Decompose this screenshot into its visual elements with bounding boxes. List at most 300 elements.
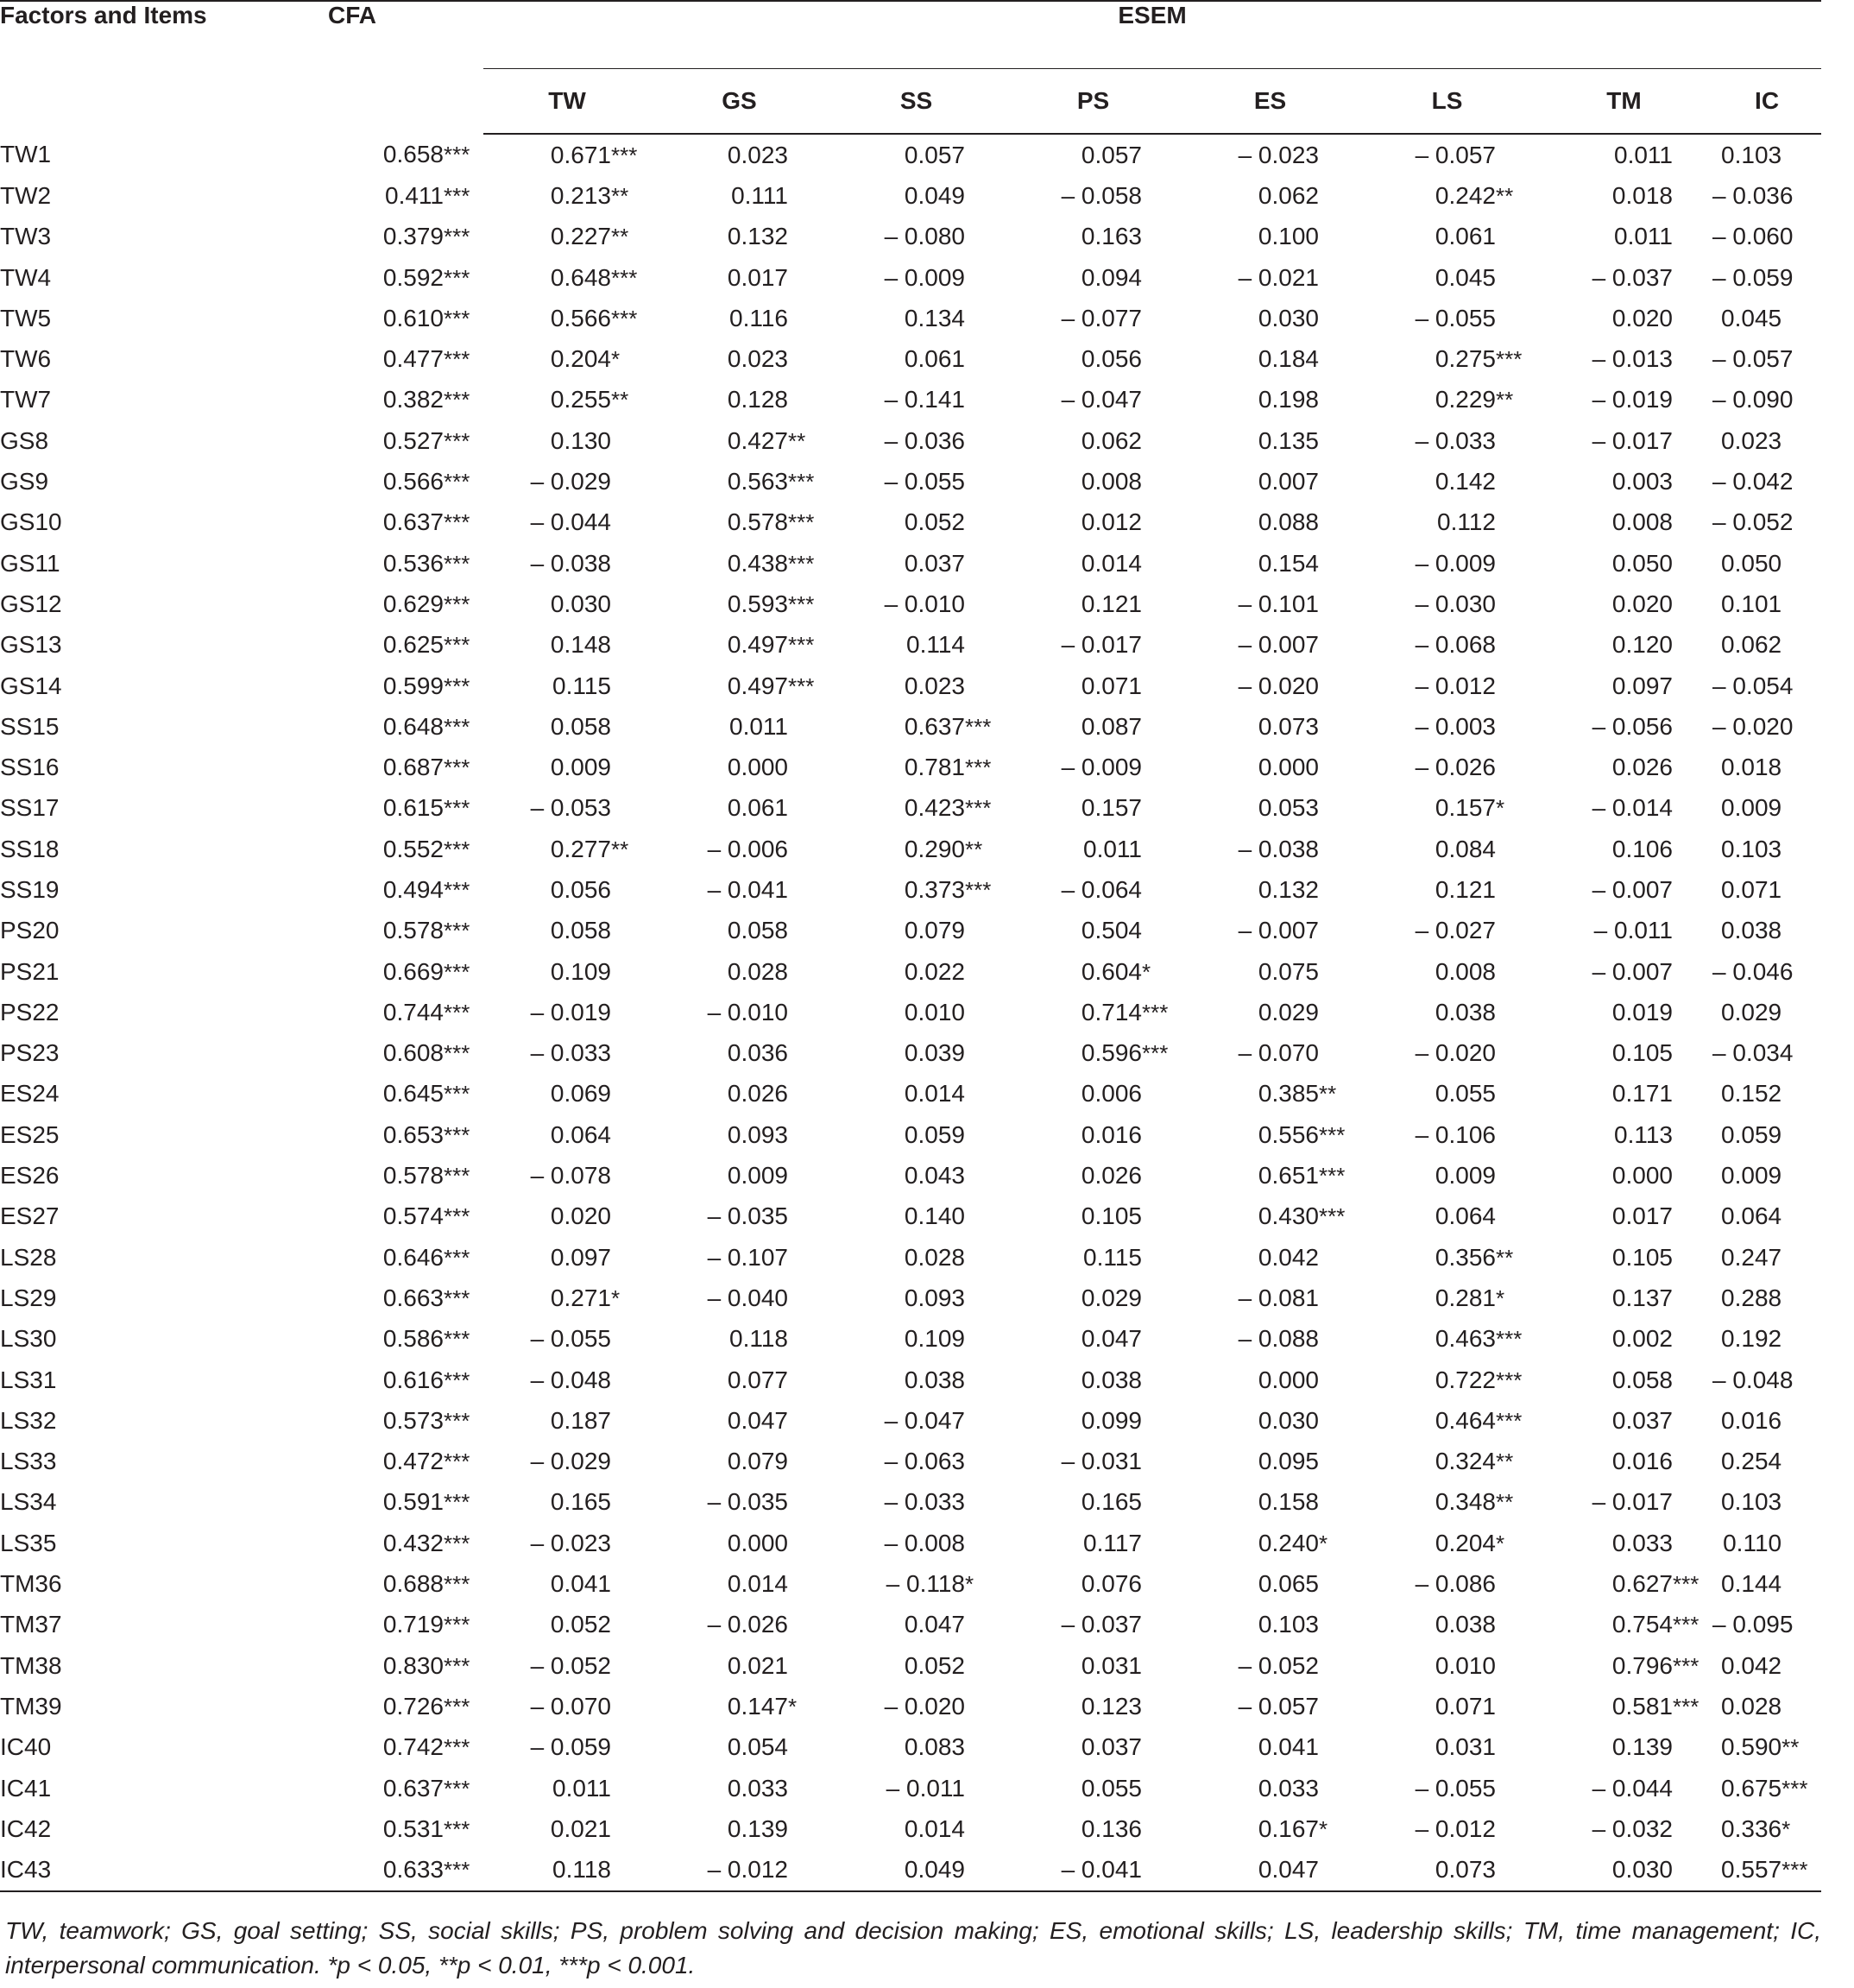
table-row xyxy=(0,829,1821,869)
loading-value: 0.348 xyxy=(1435,1488,1496,1516)
significance-stars: * xyxy=(611,1284,621,1311)
cfa-loading-cell xyxy=(328,1278,483,1318)
item-label: TM38 xyxy=(0,1651,62,1679)
esem-loading-cell-ls xyxy=(1359,992,1536,1032)
esem-loading-cell-tw xyxy=(483,1808,651,1849)
item-label: LS28 xyxy=(0,1243,57,1271)
loading-value: – 0.107 xyxy=(707,1243,788,1271)
cfa-loading-cell xyxy=(328,1482,483,1523)
cfa-loading-cell xyxy=(328,1808,483,1849)
esem-loading-cell-gs xyxy=(651,1196,828,1237)
esem-loading-cell-tm xyxy=(1536,1237,1712,1278)
loading-value: 0.008 xyxy=(1435,957,1496,985)
esem-loading-cell-ps xyxy=(1005,1155,1182,1196)
esem-loading-cell-ls xyxy=(1359,1727,1536,1768)
esem-loading-cell-tm xyxy=(1536,747,1712,787)
loading-value: – 0.034 xyxy=(1712,1039,1794,1067)
table-row xyxy=(0,1360,1821,1400)
significance-stars: *** xyxy=(444,1040,470,1067)
loading-value: 0.112 xyxy=(1437,508,1496,536)
loading-value: 0.187 xyxy=(550,1406,611,1434)
loading-value: – 0.019 xyxy=(1592,386,1673,413)
esem-loading-cell-es xyxy=(1182,298,1359,338)
loading-value: 0.018 xyxy=(1611,181,1673,209)
cfa-loading-cell xyxy=(328,1563,483,1604)
loading-value: 0.658 xyxy=(382,141,444,168)
esem-loading-cell-ic xyxy=(1712,461,1821,502)
significance-stars: * xyxy=(1319,1530,1328,1556)
item-label: SS17 xyxy=(0,794,60,822)
table-row xyxy=(0,1033,1821,1074)
loading-value: 0.030 xyxy=(1611,1856,1673,1884)
esem-loading-cell-ps xyxy=(1005,380,1182,420)
loading-value: 0.497 xyxy=(727,631,788,659)
esem-loading-cell-ic xyxy=(1712,1114,1821,1155)
item-label: SS18 xyxy=(0,835,60,862)
loading-value: 0.163 xyxy=(1081,223,1142,250)
cfa-loading-cell xyxy=(328,1237,483,1278)
esem-loading-cell-ic xyxy=(1712,1686,1821,1726)
loading-value: 0.023 xyxy=(1721,426,1782,454)
esem-loading-cell-ls xyxy=(1359,543,1536,584)
item-label: TW5 xyxy=(0,304,52,331)
significance-stars: ** xyxy=(965,836,983,862)
esem-loading-cell-gs xyxy=(651,1360,828,1400)
table-row xyxy=(0,1278,1821,1318)
loading-value: – 0.081 xyxy=(1238,1284,1319,1311)
table-row xyxy=(0,257,1821,298)
esem-loading-cell-tw xyxy=(483,1645,651,1686)
loading-value: 0.288 xyxy=(1721,1284,1782,1311)
esem-loading-cell-tw xyxy=(483,992,651,1032)
esem-loading-cell-ps xyxy=(1005,788,1182,829)
esem-loading-cell-ps xyxy=(1005,257,1182,298)
esem-loading-cell-tm xyxy=(1536,911,1712,951)
loading-value: 0.135 xyxy=(1258,426,1319,454)
esem-loading-cell-tm xyxy=(1536,706,1712,747)
esem-loading-cell-gs xyxy=(651,543,828,584)
loading-value: 0.000 xyxy=(1611,1162,1673,1190)
loading-value: 0.663 xyxy=(382,1284,444,1311)
loading-value: – 0.037 xyxy=(1061,1611,1142,1638)
loading-value: 0.011 xyxy=(552,1774,611,1802)
loading-value: 0.061 xyxy=(727,794,788,822)
loading-value: 0.026 xyxy=(1081,1162,1142,1190)
loading-value: 0.103 xyxy=(1258,1611,1319,1638)
esem-loading-cell-tm xyxy=(1536,869,1712,910)
esem-loading-cell-ss xyxy=(828,1237,1005,1278)
loading-value: 0.083 xyxy=(904,1733,965,1761)
significance-stars: *** xyxy=(1673,1612,1700,1638)
esem-loading-cell-ss xyxy=(828,911,1005,951)
esem-loading-cell-ss xyxy=(828,380,1005,420)
esem-loading-cell-ss xyxy=(828,951,1005,992)
esem-loading-cell-ss xyxy=(828,1360,1005,1400)
loading-value: – 0.064 xyxy=(1061,875,1142,903)
loading-value: 0.093 xyxy=(727,1120,788,1148)
esem-loading-cell-es xyxy=(1182,1237,1359,1278)
esem-loading-cell-ss xyxy=(828,1727,1005,1768)
esem-loading-cell-ic xyxy=(1712,1727,1821,1768)
esem-loading-cell-gs xyxy=(651,338,828,379)
loading-value: 0.134 xyxy=(904,304,965,331)
item-label: ES24 xyxy=(0,1080,60,1108)
loading-value: – 0.026 xyxy=(1415,754,1496,781)
esem-loading-cell-ls xyxy=(1359,1114,1536,1155)
loading-value: 0.121 xyxy=(1435,875,1496,903)
loading-value: 0.754 xyxy=(1611,1611,1673,1638)
loading-value: – 0.017 xyxy=(1592,1488,1673,1516)
cfa-loading-cell xyxy=(328,380,483,420)
loading-value: 0.038 xyxy=(1721,917,1782,944)
loading-value: 0.103 xyxy=(1721,1488,1782,1516)
item-label: TW2 xyxy=(0,181,52,209)
esem-loading-cell-tm xyxy=(1536,1768,1712,1808)
loading-value: 0.648 xyxy=(382,712,444,740)
table-row xyxy=(0,217,1821,257)
esem-loading-cell-tw xyxy=(483,625,651,666)
loading-value: 0.054 xyxy=(727,1733,788,1761)
loading-value: 0.065 xyxy=(1258,1570,1319,1598)
loading-value: 0.030 xyxy=(1258,1406,1319,1434)
esem-loading-cell-ls xyxy=(1359,1849,1536,1890)
esem-loading-cell-gs xyxy=(651,1033,828,1074)
cfa-loading-cell xyxy=(328,1686,483,1726)
esem-loading-cell-ps xyxy=(1005,175,1182,216)
esem-loading-cell-ic xyxy=(1712,584,1821,624)
esem-loading-cell-es xyxy=(1182,1523,1359,1563)
loading-value: 0.118 xyxy=(729,1325,788,1353)
significance-stars: *** xyxy=(965,876,992,903)
loading-value: 0.049 xyxy=(904,1856,965,1884)
esem-loading-cell-es xyxy=(1182,1727,1359,1768)
esem-loading-cell-ic xyxy=(1712,992,1821,1032)
loading-value: – 0.057 xyxy=(1415,141,1496,168)
esem-loading-cell-ls xyxy=(1359,1400,1536,1441)
cfa-loading-cell xyxy=(328,502,483,543)
esem-loading-cell-ic xyxy=(1712,175,1821,216)
cfa-loading-cell xyxy=(328,461,483,502)
esem-loading-cell-tm xyxy=(1536,1523,1712,1563)
loading-value: 0.016 xyxy=(1611,1448,1673,1475)
esem-loading-cell-tw xyxy=(483,1523,651,1563)
loading-value: 0.009 xyxy=(550,754,611,781)
loading-value: 0.088 xyxy=(1258,508,1319,536)
esem-column-header-tw: TW xyxy=(483,69,651,134)
significance-stars: * xyxy=(1142,958,1151,985)
loading-value: 0.229 xyxy=(1435,386,1496,413)
significance-stars: ** xyxy=(1496,1448,1514,1475)
cfa-loading-cell xyxy=(328,134,483,175)
loading-value: – 0.078 xyxy=(530,1162,611,1190)
esem-loading-cell-tm xyxy=(1536,175,1712,216)
table-row xyxy=(0,1442,1821,1482)
esem-loading-cell-gs xyxy=(651,1074,828,1114)
esem-loading-cell-es xyxy=(1182,1114,1359,1155)
esem-loading-cell-ls xyxy=(1359,1768,1536,1808)
loading-value: 0.154 xyxy=(1258,549,1319,577)
significance-stars: *** xyxy=(1673,1652,1700,1679)
loading-value: 0.058 xyxy=(550,712,611,740)
loading-value: 0.058 xyxy=(550,917,611,944)
esem-loading-cell-tw xyxy=(483,1360,651,1400)
loading-value: 0.629 xyxy=(382,590,444,617)
loading-value: – 0.020 xyxy=(1712,712,1794,740)
loading-value: 0.625 xyxy=(382,631,444,659)
loading-value: 0.254 xyxy=(1721,1448,1782,1475)
esem-loading-cell-tw xyxy=(483,1400,651,1441)
loading-value: – 0.029 xyxy=(530,1448,611,1475)
esem-column-header-ic: IC xyxy=(1712,69,1821,134)
cfa-loading-cell xyxy=(328,829,483,869)
loading-value: 0.531 xyxy=(382,1814,444,1842)
esem-loading-cell-gs xyxy=(651,747,828,787)
esem-loading-cell-ss xyxy=(828,1033,1005,1074)
table-row xyxy=(0,1768,1821,1808)
loading-value: 0.578 xyxy=(382,1162,444,1190)
significance-stars: *** xyxy=(444,427,470,454)
loading-value: 0.117 xyxy=(1083,1529,1142,1556)
significance-stars: * xyxy=(1496,1284,1505,1311)
factors-items-header: Factors and Items xyxy=(0,1,328,134)
loading-value: 0.052 xyxy=(904,508,965,536)
esem-loading-cell-ss xyxy=(828,1074,1005,1114)
esem-loading-cell-ps xyxy=(1005,1237,1182,1278)
esem-loading-cell-ic xyxy=(1712,911,1821,951)
loading-value: – 0.106 xyxy=(1415,1120,1496,1148)
table-row xyxy=(0,1686,1821,1726)
item-label: PS21 xyxy=(0,957,60,985)
table-row xyxy=(0,666,1821,706)
loading-value: – 0.048 xyxy=(530,1366,611,1393)
esem-column-header-ls: LS xyxy=(1359,69,1536,134)
loading-value: 0.167 xyxy=(1258,1814,1319,1842)
significance-stars: ** xyxy=(611,224,629,250)
item-label: SS19 xyxy=(0,875,60,903)
table-row xyxy=(0,788,1821,829)
loading-value: 0.000 xyxy=(1258,754,1319,781)
esem-loading-cell-ls xyxy=(1359,380,1536,420)
significance-stars: *** xyxy=(444,182,470,209)
esem-loading-cell-ic xyxy=(1712,869,1821,910)
loading-value: – 0.003 xyxy=(1415,712,1496,740)
esem-loading-cell-gs xyxy=(651,1645,828,1686)
loading-value: 0.037 xyxy=(904,549,965,577)
esem-loading-cell-ps xyxy=(1005,1849,1182,1890)
esem-loading-cell-ic xyxy=(1712,1563,1821,1604)
esem-loading-cell-es xyxy=(1182,1605,1359,1645)
loading-value: – 0.055 xyxy=(1415,1774,1496,1802)
significance-stars: ** xyxy=(1781,1734,1800,1761)
significance-stars: *** xyxy=(444,224,470,250)
loading-value: 0.042 xyxy=(1258,1243,1319,1271)
loading-value: 0.071 xyxy=(1721,875,1782,903)
esem-loading-cell-ic xyxy=(1712,1319,1821,1360)
cfa-loading-cell xyxy=(328,869,483,910)
loading-value: 0.069 xyxy=(550,1080,611,1108)
item-label: ES25 xyxy=(0,1120,60,1148)
loading-value: 0.610 xyxy=(382,304,444,331)
loading-value: – 0.086 xyxy=(1415,1570,1496,1598)
loading-value: – 0.047 xyxy=(884,1406,965,1434)
loading-value: 0.101 xyxy=(1721,590,1782,617)
loading-value: 0.012 xyxy=(1081,508,1142,536)
cfa-loading-cell xyxy=(328,1155,483,1196)
significance-stars: *** xyxy=(1142,1040,1169,1067)
esem-loading-cell-ic xyxy=(1712,420,1821,461)
loading-value: – 0.059 xyxy=(1712,263,1794,291)
esem-loading-cell-ls xyxy=(1359,911,1536,951)
loading-value: 0.144 xyxy=(1721,1570,1782,1598)
item-label: TW6 xyxy=(0,345,52,373)
esem-loading-cell-tm xyxy=(1536,1400,1712,1441)
item-label: IC43 xyxy=(0,1849,328,1890)
loading-value: 0.029 xyxy=(1721,998,1782,1026)
esem-header: ESEM xyxy=(483,1,1821,69)
loading-value: 0.275 xyxy=(1435,345,1496,373)
esem-loading-cell-ps xyxy=(1005,1768,1182,1808)
significance-stars: *** xyxy=(965,754,992,781)
table-row xyxy=(0,134,1821,175)
loading-value: – 0.057 xyxy=(1238,1692,1319,1720)
loading-value: 0.591 xyxy=(382,1488,444,1516)
loading-value: 0.052 xyxy=(550,1611,611,1638)
loading-value: – 0.036 xyxy=(884,426,965,454)
loading-value: 0.411 xyxy=(385,181,444,209)
esem-loading-cell-ic xyxy=(1712,380,1821,420)
esem-loading-cell-tw xyxy=(483,666,651,706)
significance-stars: *** xyxy=(1142,999,1169,1026)
esem-loading-cell-ls xyxy=(1359,1319,1536,1360)
cfa-loading-cell xyxy=(328,1319,483,1360)
loading-value: 0.281 xyxy=(1435,1284,1496,1311)
esem-loading-cell-gs xyxy=(651,134,828,175)
esem-loading-cell-gs xyxy=(651,1442,828,1482)
esem-loading-cell-tw xyxy=(483,1196,651,1237)
loading-value: 0.008 xyxy=(1081,468,1142,495)
loading-value: – 0.033 xyxy=(884,1488,965,1516)
loading-value: 0.158 xyxy=(1258,1488,1319,1516)
significance-stars: * xyxy=(1319,1815,1328,1842)
loading-value: 0.105 xyxy=(1081,1202,1142,1230)
loading-value: 0.079 xyxy=(904,917,965,944)
loading-value: 0.157 xyxy=(1435,794,1496,822)
cfa-loading-cell xyxy=(328,420,483,461)
loading-value: 0.113 xyxy=(1614,1120,1673,1148)
loading-value: 0.463 xyxy=(1435,1325,1496,1353)
item-label: ES27 xyxy=(0,1202,60,1230)
table-row xyxy=(0,1605,1821,1645)
loading-value: – 0.023 xyxy=(1238,141,1319,168)
loading-value: 0.148 xyxy=(550,631,611,659)
significance-stars: *** xyxy=(444,1652,470,1679)
loading-value: 0.103 xyxy=(1721,141,1782,168)
cfa-header: CFA xyxy=(328,1,483,134)
loading-value: 0.009 xyxy=(727,1162,788,1190)
loading-value: 0.084 xyxy=(1435,835,1496,862)
significance-stars: *** xyxy=(1496,1326,1523,1353)
loading-value: 0.006 xyxy=(1081,1080,1142,1108)
cfa-loading-cell xyxy=(328,1074,483,1114)
esem-loading-cell-tw xyxy=(483,911,651,951)
cfa-loading-cell xyxy=(328,1849,483,1890)
esem-loading-cell-ps xyxy=(1005,1605,1182,1645)
esem-loading-cell-ss xyxy=(828,992,1005,1032)
significance-stars: *** xyxy=(444,1326,470,1353)
esem-loading-cell-tw xyxy=(483,338,651,379)
loading-value: – 0.033 xyxy=(530,1039,611,1067)
esem-loading-cell-ls xyxy=(1359,134,1536,175)
table-row xyxy=(0,543,1821,584)
significance-stars: *** xyxy=(1319,1203,1346,1230)
esem-loading-cell-ls xyxy=(1359,420,1536,461)
cfa-loading-cell xyxy=(328,1400,483,1441)
esem-loading-cell-es xyxy=(1182,584,1359,624)
esem-loading-cell-es xyxy=(1182,951,1359,992)
esem-loading-cell-es xyxy=(1182,747,1359,787)
significance-stars: *** xyxy=(444,1284,470,1311)
loading-value: 0.031 xyxy=(1081,1651,1142,1679)
esem-loading-cell-ss xyxy=(828,502,1005,543)
esem-loading-cell-es xyxy=(1182,1400,1359,1441)
esem-loading-cell-tm xyxy=(1536,380,1712,420)
esem-loading-cell-tm xyxy=(1536,1278,1712,1318)
loading-value: 0.050 xyxy=(1721,549,1782,577)
esem-loading-cell-ss xyxy=(828,1319,1005,1360)
loading-value: 0.039 xyxy=(904,1039,965,1067)
loading-value: – 0.026 xyxy=(707,1611,788,1638)
item-label: LS29 xyxy=(0,1284,57,1311)
esem-loading-cell-ss xyxy=(828,788,1005,829)
loading-value: – 0.031 xyxy=(1061,1448,1142,1475)
loading-value: – 0.095 xyxy=(1712,1611,1794,1638)
table-row xyxy=(0,747,1821,787)
significance-stars: *** xyxy=(788,550,815,577)
esem-loading-cell-ps xyxy=(1005,1442,1182,1482)
loading-value: 0.009 xyxy=(1721,1162,1782,1190)
loading-value: 0.675 xyxy=(1721,1774,1782,1802)
loading-value: 0.029 xyxy=(1081,1284,1142,1311)
esem-loading-cell-ic xyxy=(1712,747,1821,787)
significance-stars: *** xyxy=(788,672,815,699)
loading-value: 0.464 xyxy=(1435,1406,1496,1434)
loading-value: 0.140 xyxy=(904,1202,965,1230)
item-label: LS32 xyxy=(0,1406,57,1434)
esem-loading-cell-ps xyxy=(1005,1360,1182,1400)
esem-loading-cell-ic xyxy=(1712,1400,1821,1441)
loading-value: – 0.090 xyxy=(1712,386,1794,413)
esem-loading-cell-tm xyxy=(1536,788,1712,829)
table-row xyxy=(0,420,1821,461)
loading-value: – 0.101 xyxy=(1238,590,1319,617)
esem-loading-cell-ss xyxy=(828,1155,1005,1196)
loading-value: 0.578 xyxy=(382,917,444,944)
loading-value: 0.017 xyxy=(1611,1202,1673,1230)
loading-value: 0.651 xyxy=(1258,1162,1319,1190)
esem-loading-cell-tw xyxy=(483,788,651,829)
esem-loading-cell-tw xyxy=(483,1686,651,1726)
loading-value: 0.556 xyxy=(1258,1120,1319,1148)
esem-loading-cell-es xyxy=(1182,869,1359,910)
esem-loading-cell-ic xyxy=(1712,1605,1821,1645)
loading-value: 0.566 xyxy=(382,468,444,495)
loading-value: – 0.027 xyxy=(1415,917,1496,944)
loading-value: 0.586 xyxy=(382,1325,444,1353)
loading-value: 0.147 xyxy=(727,1692,788,1720)
esem-loading-cell-ls xyxy=(1359,1686,1536,1726)
significance-stars: *** xyxy=(444,469,470,495)
esem-loading-cell-ic xyxy=(1712,134,1821,175)
